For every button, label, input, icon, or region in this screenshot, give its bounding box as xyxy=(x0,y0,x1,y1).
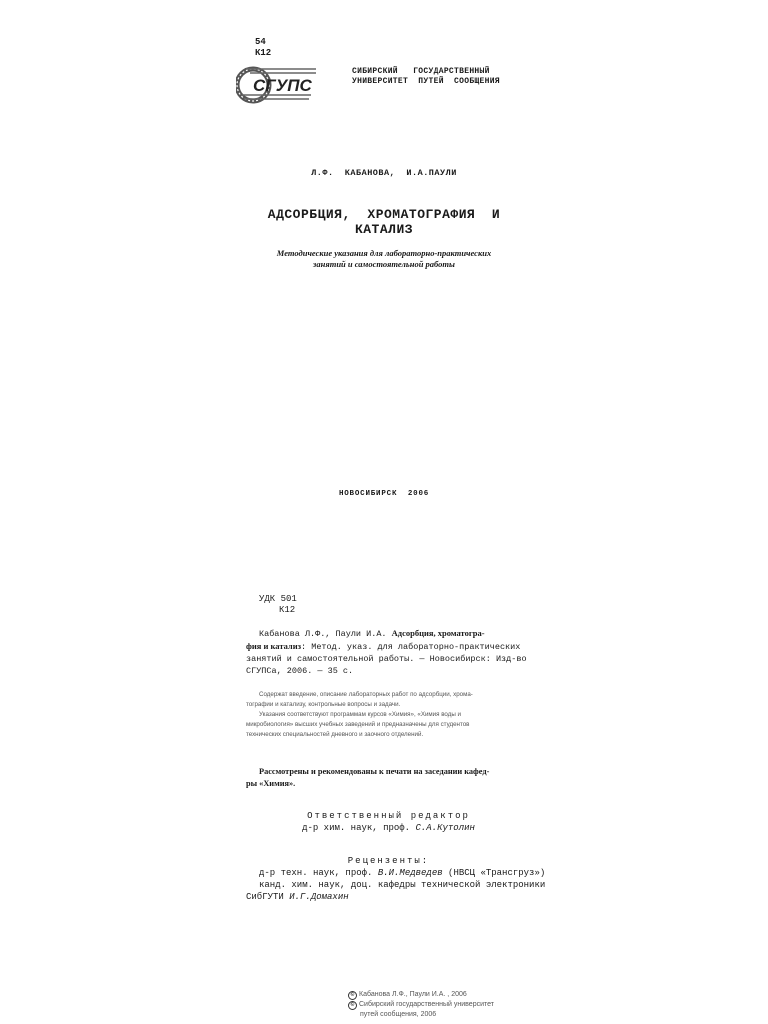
udk-line: УДК 501 xyxy=(259,594,297,604)
approval-line: ры «Химия». xyxy=(246,779,296,788)
university-name-line: СИБИРСКИЙ ГОСУДАРСТВЕННЫЙ xyxy=(352,67,490,76)
editor-heading: Ответственный редактор xyxy=(307,811,470,821)
udk-code xyxy=(259,594,297,616)
reviewer-name: И.Г.Домахин xyxy=(289,892,349,902)
reviewers xyxy=(246,855,546,903)
abstract-line: технических специальностей дневного и заочного отделений. xyxy=(246,731,424,738)
approval-note xyxy=(246,766,523,790)
reviewer-name: В.И.Медведев xyxy=(377,868,443,878)
document-subtitle-line: занятий и самостоятельной работы xyxy=(313,259,455,269)
editor-degree: д-р хим. наук, проф. xyxy=(302,823,411,833)
reviewers-heading: Рецензенты: xyxy=(347,856,430,866)
logo-text: СГУПС xyxy=(253,76,312,95)
copyright-notice xyxy=(348,990,494,1020)
document-title xyxy=(0,207,768,237)
copyright-line: путей сообщения, 2006 xyxy=(360,1011,437,1018)
city-year: НОВОСИБИРСК 2006 xyxy=(338,490,430,498)
abstract-line: микробиология» высших учебных заведений и предназначены для студентов xyxy=(246,721,470,728)
cover-authors: Л.Ф. КАБАНОВА, И.А.ПАУЛИ xyxy=(311,168,457,178)
abstract-line: Содержат введение, описание лабораторных работ по адсорбции, хрома- xyxy=(259,691,473,698)
citation-title: фия и катализ xyxy=(246,641,302,651)
citation-title: Адсорбция, хроматогра- xyxy=(391,628,485,638)
reviewer-org: СибГУТИ xyxy=(246,892,284,902)
copyright-line: Сибирский государственный университет xyxy=(359,1001,494,1008)
reviewer-org: (НВСЦ «Трансгруз») xyxy=(448,868,546,878)
abstract-line: Указания соответствуют программам курсов «Химия», «Химия воды и xyxy=(259,711,461,718)
document-subtitle xyxy=(0,248,768,270)
shelf-mark xyxy=(255,37,271,59)
university-name xyxy=(352,67,500,87)
logo-graphic xyxy=(236,64,320,106)
copyright-icon: © xyxy=(348,1001,357,1010)
copyright-icon: © xyxy=(348,991,357,1000)
responsible-editor xyxy=(246,810,531,834)
abstract xyxy=(246,690,523,740)
citation-text: занятий и самостоятельной работы. — Новосибирск: Изд-во xyxy=(246,654,527,664)
university-logo xyxy=(236,64,320,106)
document-subtitle-line: Методические указания для лабораторно-практических xyxy=(276,248,492,258)
bibliographic-citation xyxy=(246,627,527,677)
citation-authors: Кабанова Л.Ф., Паули И.А. xyxy=(259,629,387,639)
citation-text: СГУПСа, 2006. — 35 с. xyxy=(246,666,354,676)
editor-name: С.А.Кутолин xyxy=(415,823,475,833)
copyright-line: Кабанова Л.Ф., Паули И.А. , 2006 xyxy=(359,991,467,998)
reviewer-line: канд. хим. наук, доц. кафедры технической электроники xyxy=(259,880,546,890)
udk-line: К12 xyxy=(279,605,296,615)
document-title-line: АДСОРБЦИЯ, ХРОМАТОГРАФИЯ И xyxy=(267,207,501,222)
approval-line: Рассмотрены и рекомендованы к печати на заседании кафед- xyxy=(259,767,490,776)
document-title-line: КАТАЛИЗ xyxy=(354,222,414,237)
citation-text: : Метод. указ. для лабораторно-практических xyxy=(301,642,521,652)
university-name-line: УНИВЕРСИТЕТ ПУТЕЙ СООБЩЕНИЯ xyxy=(352,77,500,86)
reviewer-degree: д-р техн. наук, проф. xyxy=(259,868,373,878)
shelf-mark-line: К12 xyxy=(255,48,272,58)
shelf-mark-line: 54 xyxy=(255,37,266,47)
abstract-line: тографии и катализу, контрольные вопросы и задачи. xyxy=(246,701,401,708)
